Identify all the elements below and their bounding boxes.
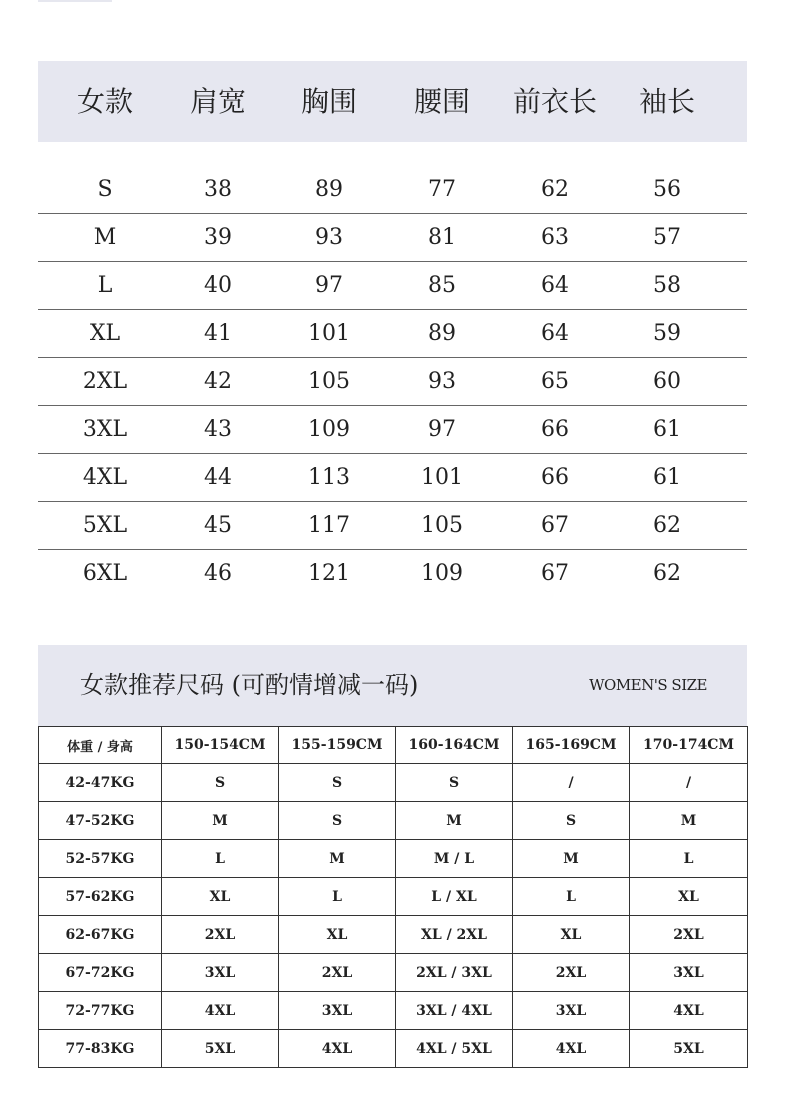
- recommended-size: M: [396, 802, 513, 840]
- size-value: 101: [308, 321, 350, 346]
- header-chest: 胸围: [300, 85, 357, 118]
- height-header: 150-154CM: [162, 727, 279, 764]
- height-header: 165-169CM: [513, 727, 630, 764]
- table-row: [39, 802, 748, 840]
- size-value: 40: [204, 273, 232, 298]
- recommended-size: XL: [513, 916, 630, 954]
- table-row: [39, 840, 748, 878]
- size-label: M: [93, 225, 117, 250]
- size-value: 81: [428, 225, 456, 250]
- header-front-length: 前衣长: [512, 85, 597, 118]
- header-sleeve: 袖长: [638, 85, 695, 118]
- recommended-size: L: [513, 878, 630, 916]
- size-value: 117: [308, 513, 350, 538]
- recommended-size: 2XL: [279, 954, 396, 992]
- table-row: [39, 1030, 748, 1068]
- size-value: 97: [428, 417, 456, 442]
- recommended-size: XL / 2XL: [396, 916, 513, 954]
- size-value: 65: [541, 369, 569, 394]
- header-waist: 腰围: [413, 85, 470, 118]
- size-value: 60: [653, 369, 681, 394]
- weight-label: 62-67KG: [39, 916, 162, 954]
- table-row: [39, 916, 748, 954]
- recommended-size: 3XL: [630, 954, 748, 992]
- recommended-size: L: [279, 878, 396, 916]
- size-value: 113: [308, 465, 350, 490]
- recommend-table: [38, 726, 748, 1068]
- size-label: 6XL: [82, 561, 128, 586]
- recommended-size: S: [279, 802, 396, 840]
- height-header: 160-164CM: [396, 727, 513, 764]
- weight-label: 47-52KG: [39, 802, 162, 840]
- recommended-size: 3XL: [279, 992, 396, 1030]
- recommended-size: S: [162, 764, 279, 802]
- size-value: 42: [204, 369, 232, 394]
- size-value: 45: [204, 513, 232, 538]
- table-row: [39, 992, 748, 1030]
- recommended-size: XL: [630, 878, 748, 916]
- table-row: [39, 878, 748, 916]
- size-value: 121: [308, 561, 350, 586]
- recommended-size: M: [513, 840, 630, 878]
- size-value: 41: [204, 321, 232, 346]
- size-value: 61: [653, 417, 681, 442]
- size-value: 97: [315, 273, 343, 298]
- size-value: 39: [204, 225, 232, 250]
- size-value: 62: [653, 561, 681, 586]
- recommended-size: 4XL / 5XL: [396, 1030, 513, 1068]
- height-header: 155-159CM: [279, 727, 396, 764]
- recommended-size: M: [279, 840, 396, 878]
- size-value: 38: [204, 177, 232, 202]
- size-value: 56: [653, 177, 681, 202]
- height-header: 170-174CM: [630, 727, 748, 764]
- size-value: 63: [541, 225, 569, 250]
- weight-label: 72-77KG: [39, 992, 162, 1030]
- recommended-size: 2XL: [513, 954, 630, 992]
- size-value: 89: [428, 321, 456, 346]
- size-row: [38, 358, 747, 406]
- recommended-size: 3XL: [513, 992, 630, 1030]
- size-chart-body: [38, 166, 747, 598]
- recommend-header: [38, 645, 747, 726]
- weight-label: 42-47KG: [39, 764, 162, 802]
- size-value: 59: [653, 321, 681, 346]
- size-value: 64: [541, 321, 569, 346]
- size-value: 46: [204, 561, 232, 586]
- header-shoulder: 肩宽: [189, 85, 246, 118]
- recommend-title: 女款推荐尺码 (可酌情增减一码): [80, 671, 419, 699]
- header-style: 女款: [76, 85, 133, 118]
- size-value: 61: [653, 465, 681, 490]
- size-value: 67: [541, 561, 569, 586]
- size-value: 77: [428, 177, 456, 202]
- size-value: 62: [653, 513, 681, 538]
- size-chart-header: [38, 61, 747, 142]
- weight-label: 52-57KG: [39, 840, 162, 878]
- weight-label: 77-83KG: [39, 1030, 162, 1068]
- recommended-size: 2XL: [162, 916, 279, 954]
- size-row: [38, 310, 747, 358]
- size-value: 66: [541, 417, 569, 442]
- size-value: 109: [308, 417, 350, 442]
- recommended-size: L: [162, 840, 279, 878]
- size-value: 93: [315, 225, 343, 250]
- recommended-size: M / L: [396, 840, 513, 878]
- size-value: 43: [204, 417, 232, 442]
- recommended-size: XL: [162, 878, 279, 916]
- size-label: S: [97, 177, 113, 202]
- size-value: 93: [428, 369, 456, 394]
- size-value: 67: [541, 513, 569, 538]
- table-row: [39, 954, 748, 992]
- size-label: 3XL: [82, 417, 128, 442]
- recommended-size: M: [162, 802, 279, 840]
- recommended-size: /: [513, 764, 630, 802]
- recommended-size: 3XL: [162, 954, 279, 992]
- size-row: [38, 214, 747, 262]
- size-row: [38, 406, 747, 454]
- recommend-subtitle: WOMEN'S SIZE: [589, 676, 707, 694]
- recommended-size: S: [279, 764, 396, 802]
- weight-label: 67-72KG: [39, 954, 162, 992]
- size-label: 5XL: [82, 513, 128, 538]
- recommended-size: 3XL / 4XL: [396, 992, 513, 1030]
- size-value: 58: [653, 273, 681, 298]
- size-value: 66: [541, 465, 569, 490]
- size-value: 105: [421, 513, 463, 538]
- recommended-size: 2XL / 3XL: [396, 954, 513, 992]
- size-label: 2XL: [82, 369, 128, 394]
- size-label: 4XL: [82, 465, 128, 490]
- size-value: 57: [653, 225, 681, 250]
- recommended-size: /: [630, 764, 748, 802]
- size-value: 85: [428, 273, 456, 298]
- top-divider-stub: [38, 0, 112, 2]
- size-value: 101: [421, 465, 463, 490]
- recommended-size: S: [513, 802, 630, 840]
- size-label: L: [97, 273, 113, 298]
- size-value: 89: [315, 177, 343, 202]
- recommended-size: 4XL: [513, 1030, 630, 1068]
- size-label: XL: [89, 321, 121, 346]
- size-row: [38, 262, 747, 310]
- weight-label: 57-62KG: [39, 878, 162, 916]
- recommended-size: 4XL: [279, 1030, 396, 1068]
- recommended-size: 5XL: [162, 1030, 279, 1068]
- corner-label: 体重 / 身高: [39, 727, 162, 764]
- table-row: [39, 764, 748, 802]
- recommended-size: 4XL: [630, 992, 748, 1030]
- size-value: 109: [421, 561, 463, 586]
- size-row: [38, 502, 747, 550]
- size-value: 105: [308, 369, 350, 394]
- size-row: [38, 550, 747, 598]
- recommended-size: 5XL: [630, 1030, 748, 1068]
- recommended-size: M: [630, 802, 748, 840]
- recommended-size: 4XL: [162, 992, 279, 1030]
- size-value: 62: [541, 177, 569, 202]
- recommended-size: L / XL: [396, 878, 513, 916]
- size-row: [38, 454, 747, 502]
- size-value: 64: [541, 273, 569, 298]
- recommended-size: L: [630, 840, 748, 878]
- recommend-header-row: [39, 727, 748, 764]
- recommended-size: XL: [279, 916, 396, 954]
- size-value: 44: [204, 465, 232, 490]
- size-row: [38, 166, 747, 214]
- recommended-size: S: [396, 764, 513, 802]
- recommended-size: 2XL: [630, 916, 748, 954]
